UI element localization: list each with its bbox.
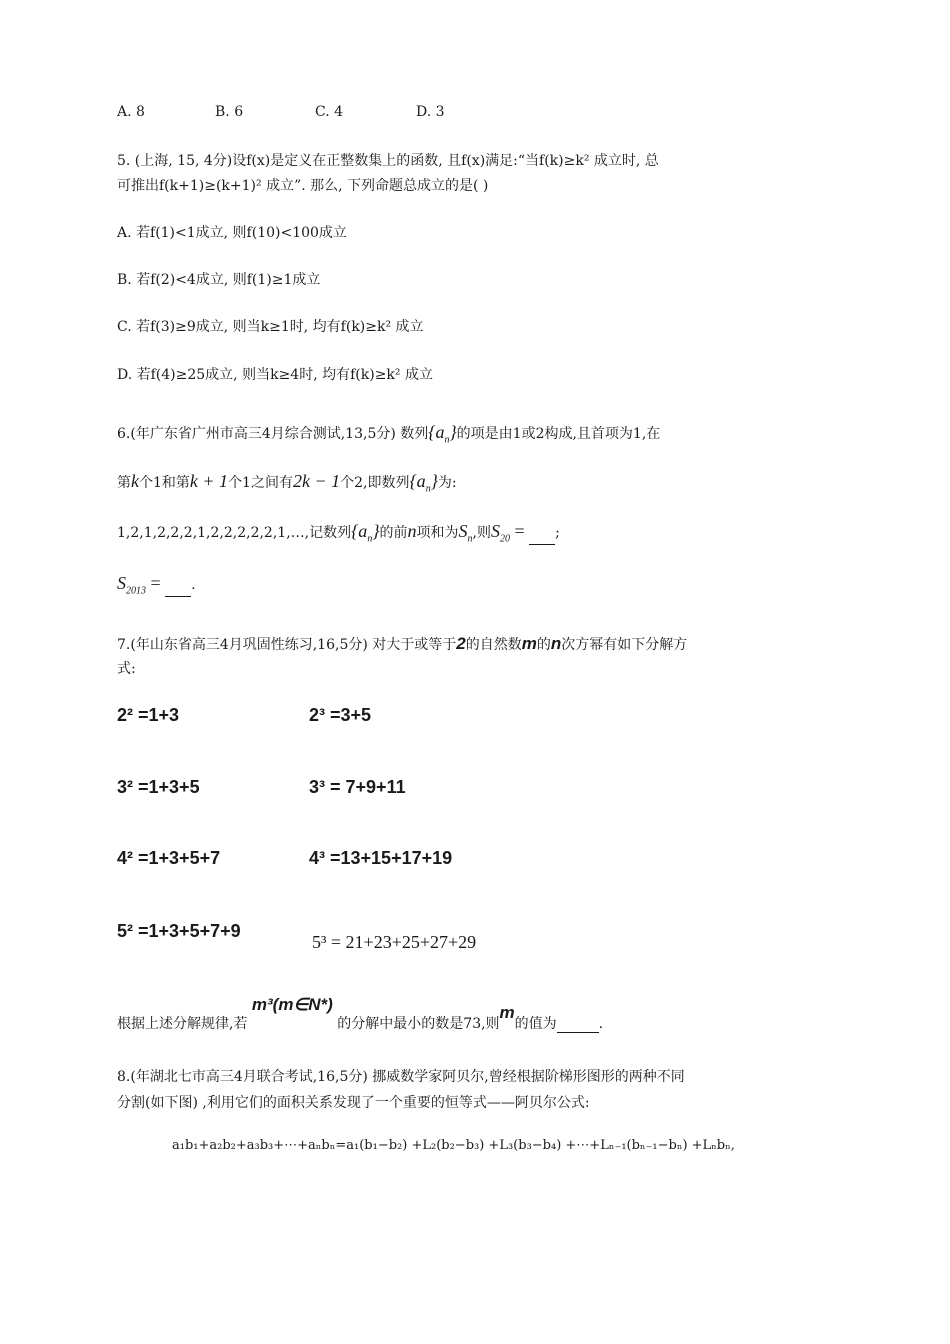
answer-blank-m[interactable] (557, 1018, 599, 1033)
answer-blank-s20[interactable] (529, 530, 555, 545)
q7-stem-line-1: 7.(年山东省高三4月巩固性练习,16,5分) 对大于或等于2的自然数m的n次方幂有如下分解方 (117, 634, 688, 653)
q5-stem-line-1: 5. (上海, 15, 4分)设f(x)是定义在正整数集上的函数, 且f(x)满足:“当f(k)≥k² 成立时, 总 (117, 153, 659, 169)
square-decomposition-5: 5² =1+3+5+7+9 (117, 921, 241, 941)
q5-option-d: D. 若f(4)≥25成立, 则当k≥4时, 均有f(k)≥k² 成立 (117, 367, 433, 383)
answer-blank-s2013[interactable] (165, 582, 191, 597)
cube-decomposition-2: 2³ =3+5 (309, 705, 372, 725)
q8-stem-line-1: 8.(年湖北七市高三4月联合考试,16,5分) 挪威数学家阿贝尔,曾经根据阶梯形图形的两种不同 (117, 1069, 685, 1085)
q4-option-a: A. 8 (117, 104, 145, 120)
q7-stem-line-3: 根据上述分解规律,若 m³(m∈N*) 的分解中最小的数是73,则m的值为 . (117, 995, 604, 1032)
q6-stem-line-4: $S_{2013}$ = . (117, 573, 196, 597)
cube-decomposition-5: 5³ = 21+23+25+27+29 (312, 932, 477, 952)
q5-stem-line-2: 可推出f(k+1)≥(k+1)² 成立”. 那么, 下列命题总成立的是( ) (117, 178, 489, 194)
square-decomposition-4: 4² =1+3+5+7 (117, 848, 221, 868)
q5-option-a: A. 若f(1)<1成立, 则f(10)<100成立 (117, 225, 347, 241)
q4-option-d: D. 3 (416, 104, 445, 120)
cube-decomposition-3: 3³ = 7+9+11 (309, 777, 406, 797)
square-decomposition-2: 2² =1+3 (117, 705, 180, 725)
cube-decomposition-4: 4³ =13+15+17+19 (309, 848, 453, 868)
square-decomposition-3: 3² =1+3+5 (117, 777, 200, 797)
q6-stem-line-1: 6.(年广东省广州市高三4月综合测试,13,5分) 数列$\{a_n\}$的项是由1或2构成,且首项为1,在 (117, 422, 661, 446)
q5-option-c: C. 若f(3)≥9成立, 则当k≥1时, 均有f(k)≥k² 成立 (117, 319, 424, 335)
abel-formula: a₁b₁+a₂b₂+a₃b₃+⋯+aₙbₙ=a₁(b₁−b₂) +L₂(b₂−b₃) +L₃(b₃−b₄) +⋯+Lₙ₋₁(bₙ₋₁−bₙ) +Lₙbₙ, (172, 1138, 735, 1153)
sequence-notation: $\{a_n\}$ (428, 422, 457, 446)
q6-stem-line-2: 第k个1和第k + 1个1之间有2k − 1个2,即数列$\{a_n\}$为: (117, 471, 457, 495)
q4-option-b: B. 6 (215, 104, 244, 120)
q4-option-c: C. 4 (315, 104, 344, 120)
q8-stem-line-2: 分割(如下图) ,利用它们的面积关系发现了一个重要的恒等式——阿贝尔公式: (117, 1095, 590, 1111)
q5-option-b: B. 若f(2)<4成立, 则f(1)≥1成立 (117, 272, 321, 288)
condition-expression: m³(m∈N*) (251, 995, 333, 1014)
q7-stem-line-2: 式: (117, 661, 136, 677)
q6-stem-line-3: 1,2,1,2,2,2,1,2,2,2,2,2,1,…,记数列$\{a_n\}$的前n项和为$S_n$,则$S_{20}$ = ; (117, 521, 560, 545)
